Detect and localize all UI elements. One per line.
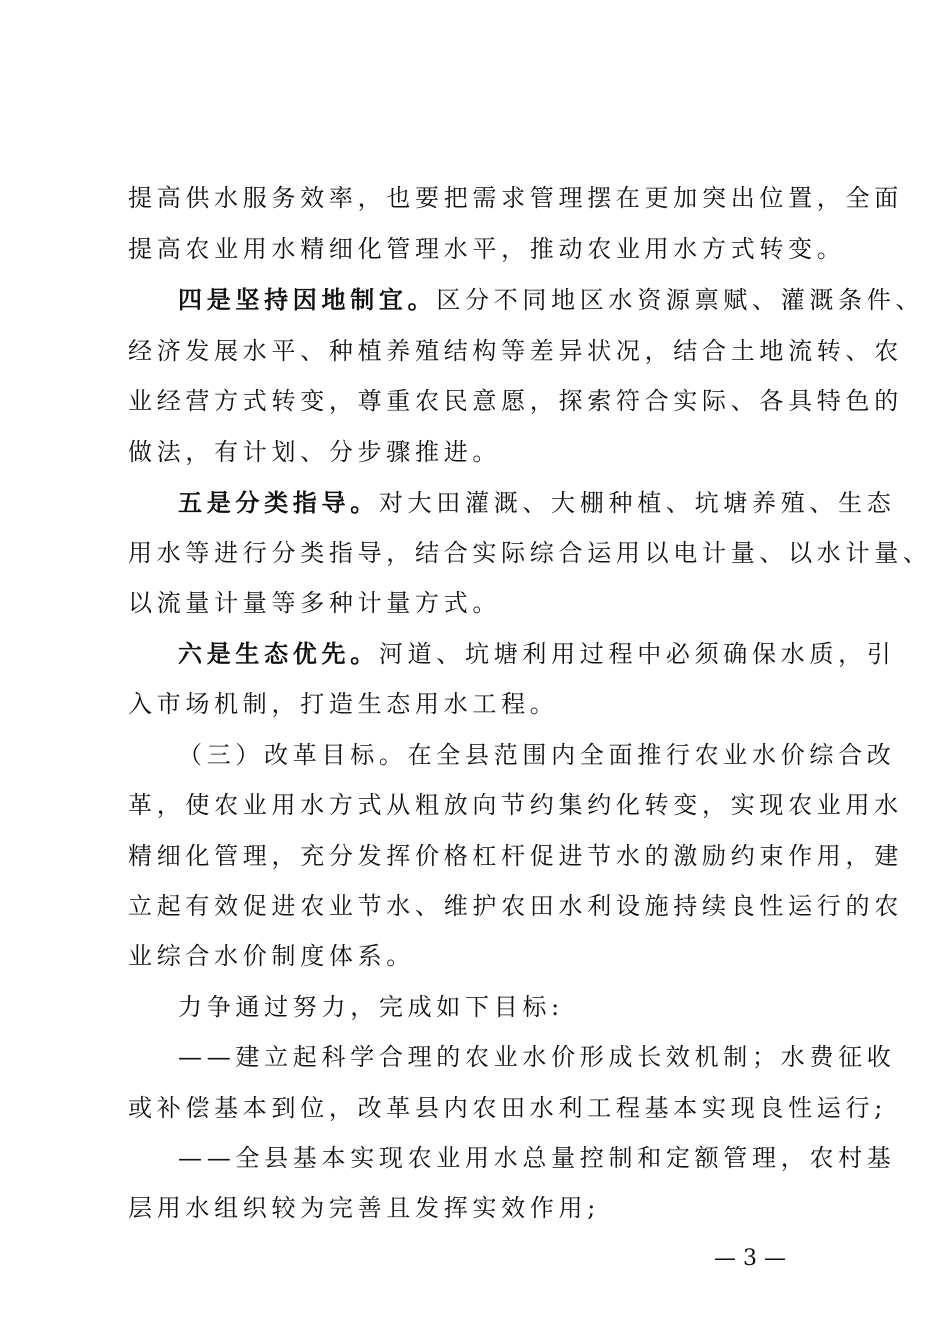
body-line	[128, 1090, 887, 1126]
line-text: 河道、坑塘利用过程中必须确保水质，引	[378, 640, 896, 668]
paragraph-start-line	[178, 282, 925, 318]
line-text: 精细化管理，充分发挥价格杠杆促进节水的激励约束作用，建	[128, 842, 903, 870]
paragraph-start-line	[178, 485, 896, 521]
body-line	[128, 333, 903, 369]
line-text: 入市场机制，打造生态用水工程。	[128, 690, 559, 718]
line-text: 革，使农业用水方式从粗放向节约集约化转变，实现农业用水	[128, 791, 903, 819]
line-text: 或补偿基本到位，改革县内农田水利工程基本实现良性运行;	[128, 1094, 887, 1122]
body-line	[128, 585, 868, 621]
paragraph-heading: 六是生态优先。	[178, 639, 379, 668]
body-line	[128, 888, 903, 924]
body-line	[128, 686, 868, 722]
body-line	[128, 938, 868, 974]
section-heading-line	[178, 737, 896, 773]
line-text: 立起有效促进农业节水、维护农田水利设施持续良性运行的农	[128, 892, 903, 920]
body-line	[128, 1190, 868, 1226]
line-text: 业经营方式转变，尊重农民意愿，探索符合实际、各具特色的	[128, 387, 903, 415]
line-text: 业综合水价制度体系。	[128, 942, 415, 970]
body-line	[128, 535, 932, 571]
body-line	[128, 434, 868, 470]
line-text: 力争通过努力，完成如下目标:	[178, 993, 564, 1021]
line-text: 区分不同地区水资源禀赋、灌溉条件、	[436, 286, 925, 314]
paragraph-heading: 四是坚持因地制宜。	[178, 285, 437, 314]
line-text: 提高供水服务效率，也要把需求管理摆在更加突出位置，全面	[128, 184, 903, 212]
line-text: 提高农业用水精细化管理水平，推动农业用水方式转变。	[128, 235, 846, 263]
paragraph-heading: 五是分类指导。	[178, 488, 379, 517]
goal-item-line	[178, 1039, 896, 1075]
body-line	[128, 787, 903, 823]
paragraph-start-line	[178, 636, 896, 672]
line-text: 层用水组织较为完善且发挥实效作用;	[128, 1194, 600, 1222]
line-text: （三）改革目标。在全县范围内全面推行农业水价综合改	[178, 741, 896, 769]
body-line	[128, 180, 903, 216]
paragraph-start-line	[178, 989, 868, 1025]
body-line	[128, 231, 868, 267]
line-text: 经济发展水平、种植养殖结构等差异状况，结合土地流转、农	[128, 337, 903, 365]
line-text: 对大田灌溉、大棚种植、坑塘养殖、生态	[378, 489, 896, 517]
line-text: ——建立起科学合理的农业水价形成长效机制；水费征收	[178, 1043, 896, 1071]
line-text: ——全县基本实现农业用水总量控制和定额管理，农村基	[178, 1144, 896, 1172]
line-text: 以流量计量等多种计量方式。	[128, 589, 502, 617]
line-text: 做法，有计划、分步骤推进。	[128, 438, 502, 466]
goal-item-line	[178, 1140, 896, 1176]
line-text: 用水等进行分类指导，结合实际综合运用以电计量、以水计量、	[128, 539, 932, 567]
body-line	[128, 838, 903, 874]
page-number: — 3 —	[714, 1246, 786, 1271]
body-line	[128, 383, 903, 419]
